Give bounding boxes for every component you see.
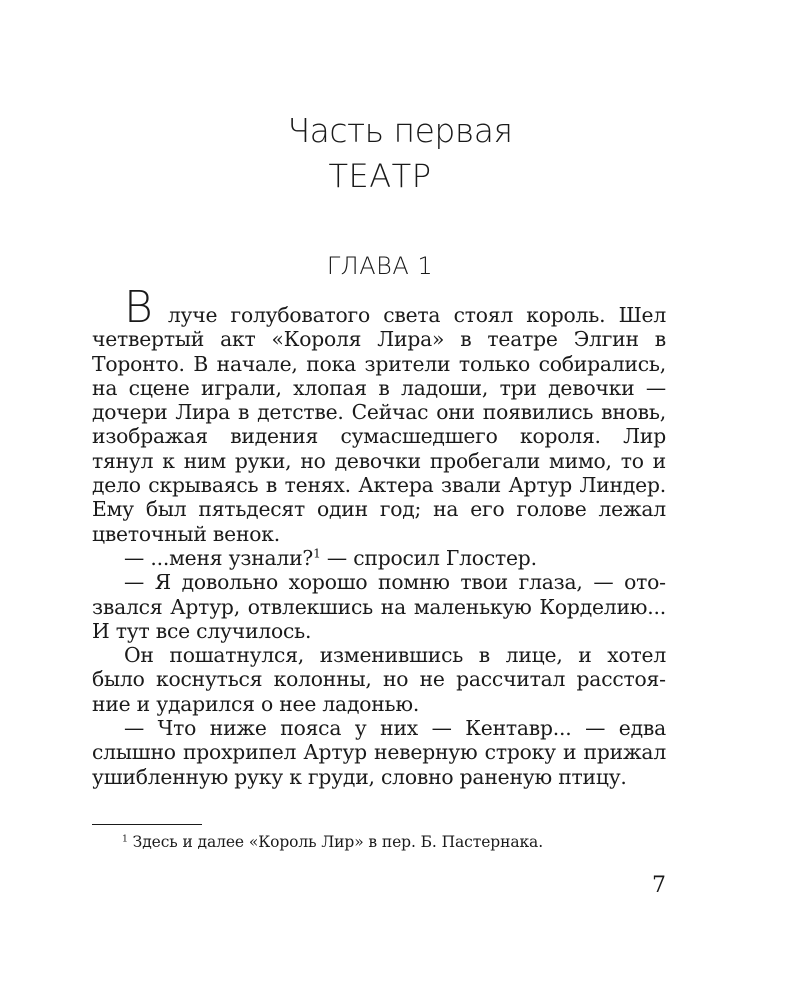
paragraph: — Я довольно хорошо помню твои глаза, — отозвался Артур, отвлекшись на маленькую Корделию... И тут все случилось. <box>92 570 666 643</box>
part-title: Часть первая <box>287 111 513 150</box>
paragraph: — Что ниже пояса у них — Кентавр... — едва слышно прохрипел Артур неверную строку и прижал ушибленную руку к груди, словно раненую птицу. <box>92 716 666 789</box>
footnote-divider <box>92 824 202 825</box>
paragraph-text: луче голубоватого света стоял король. Шел четвертый акт «Короля Лира» в театре Элгин в Торонто. В начале, пока зрители только собирались, на сцене играли, хлопая в ладоши, три девочки — дочери Лира в детстве. Сейчас они появились вновь, изображая видения сумасшедшего короля. Лир тянул к ним руки, но девочки пробегали мимо, то и дело скрываясь в тенях. Актера звали Артур Линдер. Ему был пятьдесят один год; на его голове лежал цветочный венок. <box>92 303 666 546</box>
paragraph-text: — ...меня узнали? <box>124 545 314 570</box>
paragraph-text: — спросил Глостер. <box>320 545 537 570</box>
chapter-title: ГЛАВА 1 <box>326 252 434 280</box>
chapter-body <box>92 282 666 789</box>
part-subtitle: ТЕАТР <box>328 157 432 195</box>
paragraph <box>92 546 666 570</box>
footnote <box>122 832 682 852</box>
footnote-reference: 1 <box>313 546 321 561</box>
page-number: 7 <box>652 873 666 898</box>
footnote-text: Здесь и далее «Король Лир» в пер. Б. Пастернака. <box>127 833 544 851</box>
paragraph <box>92 282 666 546</box>
paragraph: Он пошатнулся, изменившись в лице, и хотел было коснуться колонны, но не рассчитал расстояние и ударился о нее ладонью. <box>92 643 666 716</box>
footnote-marker: 1 <box>122 833 128 845</box>
drop-cap: В <box>124 282 153 333</box>
